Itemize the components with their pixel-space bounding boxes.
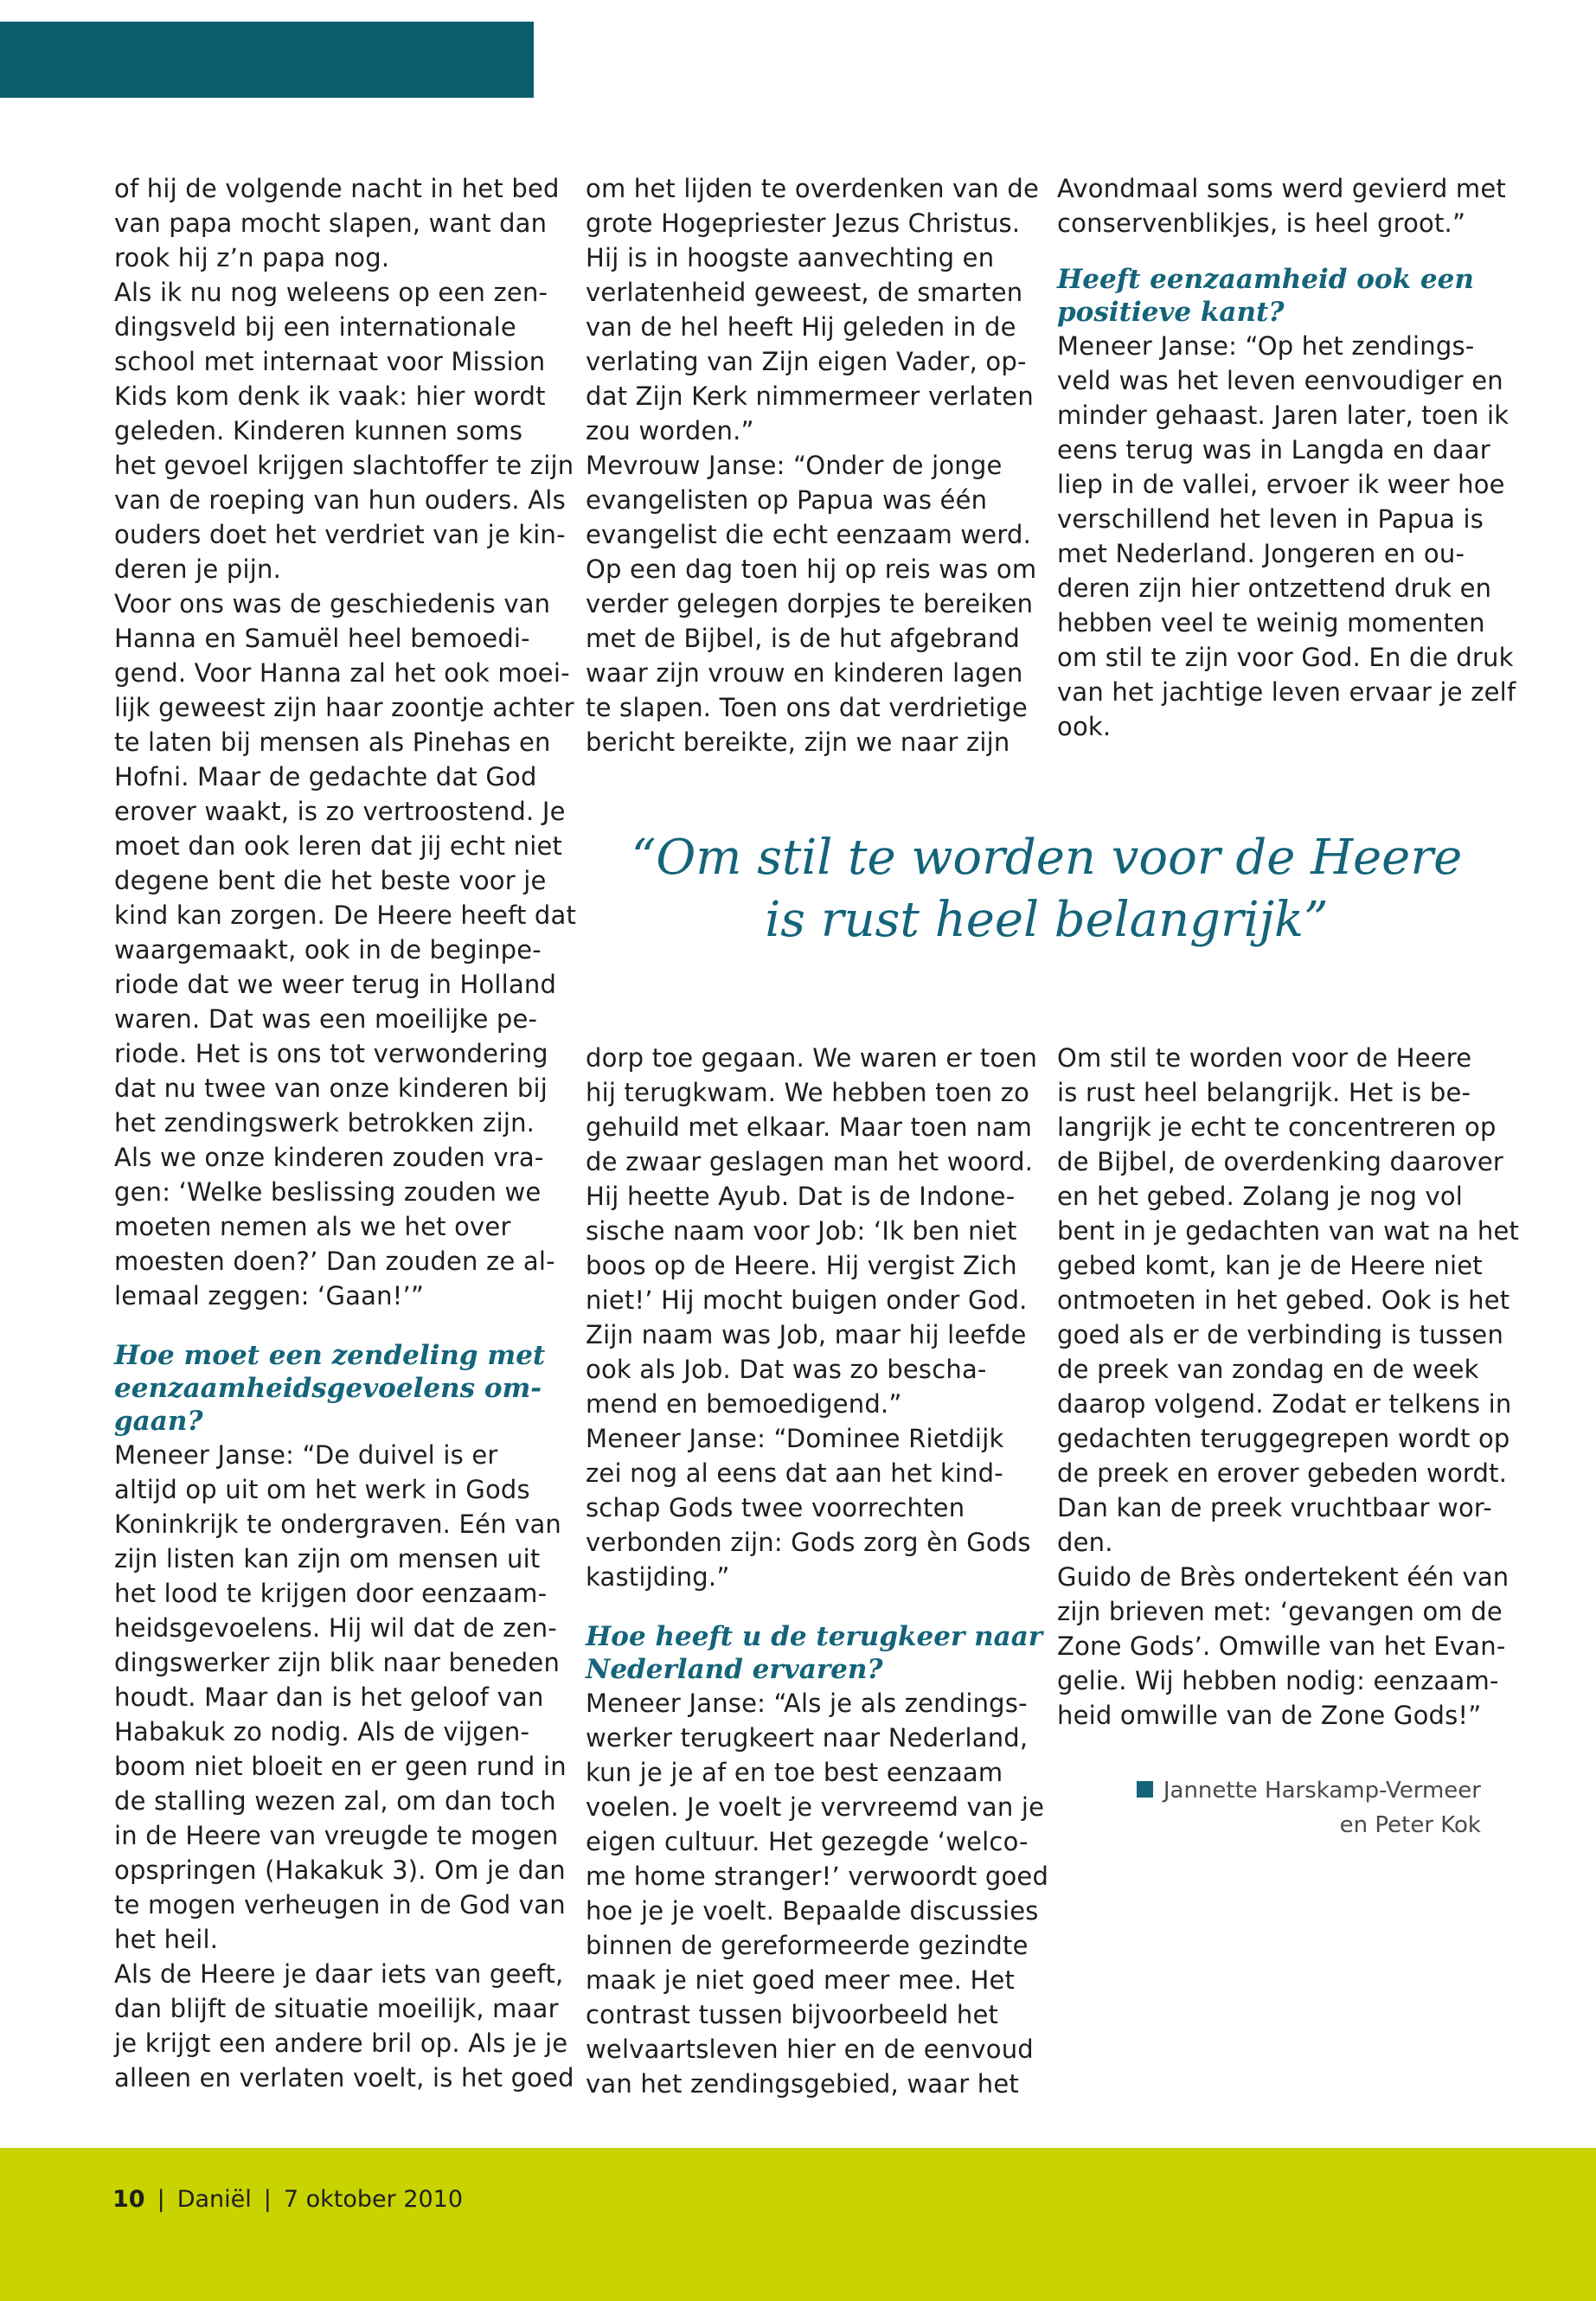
text-line: verlating van Zijn eigen Vader, op- bbox=[586, 347, 1027, 376]
text-line: Hij heette Ayub. Dat is de Indone- bbox=[586, 1182, 1016, 1211]
text-line: boos op de Heere. Hij vergist Zich bbox=[586, 1251, 1017, 1280]
text-line: liep in de vallei, ervoer ik weer hoe bbox=[1057, 470, 1505, 499]
article-column-1 bbox=[114, 171, 581, 2095]
text-line: deren zijn hier ontzettend druk en bbox=[1057, 574, 1492, 603]
text-line: de zwaar geslagen man het woord. bbox=[586, 1147, 1034, 1176]
author-line-1: Jannette Harskamp-Vermeer bbox=[1057, 1773, 1481, 1808]
author-square-icon bbox=[1137, 1781, 1153, 1798]
text-line: de stalling wezen zal, om dan toch bbox=[114, 1786, 556, 1816]
text-line: den. bbox=[1057, 1528, 1113, 1557]
text-line: gelie. Wij hebben nodig: eenzaam- bbox=[1057, 1666, 1499, 1695]
text-line: riode. Het is ons tot verwondering bbox=[114, 1039, 548, 1068]
text-line: Zone Gods’. Omwille van het Evan- bbox=[1057, 1631, 1506, 1661]
heading-line: Hoe heeft u de terugkeer naar bbox=[586, 1621, 1043, 1652]
text-line: Hanna en Samuël heel bemoedi- bbox=[114, 624, 530, 653]
text-line: verbonden zijn: Gods zorg èn Gods bbox=[586, 1528, 1031, 1557]
text-line: kastijding.” bbox=[586, 1562, 730, 1592]
text-line: ook. bbox=[1057, 712, 1112, 741]
text-line: eens terug was in Langda en daar bbox=[1057, 435, 1490, 465]
heading-line: Hoe moet een zendeling met bbox=[114, 1340, 546, 1371]
text-line: deren je pijn. bbox=[114, 554, 282, 584]
text-line: eigen cultuur. Het gezegde ‘welco- bbox=[586, 1827, 1029, 1856]
text-line: Als de Heere je daar iets van geeft, bbox=[114, 1959, 564, 1989]
text-line: het heil. bbox=[114, 1925, 219, 1954]
text-line: is rust heel belangrijk. Het is be- bbox=[1057, 1078, 1471, 1107]
text-line: Mevrouw Janse: “Onder de jonge bbox=[586, 451, 1003, 480]
column-1-body-after-heading bbox=[114, 1438, 581, 2095]
subheading-terugkeer-nederland bbox=[586, 1620, 1053, 1686]
text-line: waar zijn vrouw en kinderen lagen bbox=[586, 658, 1023, 688]
text-line: de preek van zondag en de week bbox=[1057, 1355, 1479, 1384]
text-line: dingswerker zijn blik naar beneden bbox=[114, 1648, 561, 1677]
text-line: sische naam voor Job: ‘Ik ben niet bbox=[586, 1216, 1017, 1246]
text-line: dingsveld bij een internationale bbox=[114, 312, 516, 342]
text-line: Avondmaal soms werd gevierd met bbox=[1057, 174, 1506, 203]
subheading-zendeling-eenzaamheid bbox=[114, 1339, 581, 1438]
text-line: binnen de gereformeerde gezindte bbox=[586, 1931, 1029, 1960]
text-line: dan blijft de situatie moeilijk, maar bbox=[114, 1994, 559, 2023]
text-line: erover waakt, is zo vertroostend. Je bbox=[114, 797, 566, 826]
text-line: heidsgevoelens. Hij wil dat de zen- bbox=[114, 1613, 557, 1643]
text-line: moesten doen?’ Dan zouden ze al- bbox=[114, 1247, 555, 1276]
text-line: Meneer Janse: “Op het zendings- bbox=[1057, 331, 1475, 361]
text-line: Meneer Janse: “Als je als zendings- bbox=[586, 1689, 1028, 1718]
text-line: Habakuk zo nodig. Als de vijgen- bbox=[114, 1717, 530, 1747]
text-line: gedachten teruggegrepen wordt op bbox=[1057, 1424, 1510, 1453]
text-line: Om stil te worden voor de Heere bbox=[1057, 1043, 1472, 1073]
text-line: goed als er de verbinding is tussen bbox=[1057, 1320, 1504, 1349]
text-line: verlatenheid geweest, de smarten bbox=[586, 278, 1023, 307]
text-line: voelen. Je voelt je vervreemd van je bbox=[586, 1792, 1045, 1822]
text-line: om het lijden te overdenken van de bbox=[586, 174, 1040, 203]
text-line: de Bijbel, de overdenking daarover bbox=[1057, 1147, 1504, 1176]
text-line: altijd op uit om het werk in Gods bbox=[114, 1475, 530, 1504]
column-1-body bbox=[114, 171, 581, 1313]
text-line: degene bent die het beste voor je bbox=[114, 866, 547, 895]
text-line: zijn listen kan zijn om mensen uit bbox=[114, 1544, 541, 1574]
heading-line: eenzaamheidsgevoelens om- bbox=[114, 1373, 542, 1404]
text-line: Hofni. Maar de gedachte dat God bbox=[114, 762, 537, 792]
author-line-2: en Peter Kok bbox=[1339, 1812, 1481, 1838]
text-line: minder gehaast. Jaren later, toen ik bbox=[1057, 401, 1509, 430]
text-line: schap Gods twee voorrechten bbox=[586, 1493, 965, 1522]
heading-line: positieve kant? bbox=[1057, 297, 1285, 328]
column-4-body bbox=[586, 1041, 1053, 1594]
text-line: evangelist die echt eenzaam werd. bbox=[586, 520, 1031, 549]
text-line: om stil te zijn voor God. En die druk bbox=[1057, 643, 1514, 672]
text-line: te laten bij mensen als Pinehas en bbox=[114, 727, 551, 757]
text-line: en het gebed. Zolang je nog vol bbox=[1057, 1182, 1464, 1211]
text-line: de preek en erover gebeden wordt. bbox=[1057, 1458, 1508, 1488]
text-line: het gevoel krijgen slachtoffer te zijn bbox=[114, 451, 574, 480]
text-line: Als ik nu nog weleens op een zen- bbox=[114, 278, 548, 307]
text-line: lemaal zeggen: ‘Gaan!’” bbox=[114, 1281, 425, 1311]
text-line: hoe je je voelt. Bepaalde discussies bbox=[586, 1896, 1039, 1926]
publication-name: Daniël bbox=[176, 2186, 252, 2213]
pull-quote-line: “Om stil te worden voor de Heere bbox=[631, 830, 1463, 886]
article-column-4 bbox=[586, 1041, 1053, 2101]
text-line: waargemaakt, ook in de beginpe- bbox=[114, 935, 542, 965]
text-line: dat Zijn Kerk nimmermeer verlaten bbox=[586, 381, 1034, 411]
text-line: moet dan ook leren dat jij echt niet bbox=[114, 831, 563, 861]
text-line: kind kan zorgen. De Heere heeft dat bbox=[114, 901, 577, 930]
text-line: Guido de Brès ondertekent één van bbox=[1057, 1562, 1509, 1592]
text-line: werker terugkeert naar Nederland, bbox=[586, 1723, 1029, 1753]
text-line: bent in je gedachten van wat na het bbox=[1057, 1216, 1520, 1246]
page-number: 10 bbox=[112, 2186, 145, 2213]
text-line: me home stranger!’ verwoordt goed bbox=[586, 1862, 1049, 1891]
text-line: ontmoeten in het gebed. Ook is het bbox=[1057, 1285, 1510, 1315]
text-line: moeten nemen als we het over bbox=[114, 1212, 511, 1241]
author-credit bbox=[1057, 1773, 1481, 1843]
subheading-positieve-kant bbox=[1057, 263, 1524, 329]
text-line: Dan kan de preek vruchtbaar wor- bbox=[1057, 1493, 1492, 1522]
text-line: rook hij z’n papa nog. bbox=[114, 243, 390, 272]
article-column-3 bbox=[1057, 171, 1524, 744]
text-line: van de roeping van hun ouders. Als bbox=[114, 485, 566, 515]
text-line: heid omwille van de Zone Gods!” bbox=[1057, 1701, 1482, 1730]
text-line: school met internaat voor Mission bbox=[114, 347, 546, 376]
text-line: verschillend het leven in Papua is bbox=[1057, 504, 1484, 534]
text-line: dat nu twee van onze kinderen bij bbox=[114, 1074, 548, 1103]
text-line: conservenblikjes, is heel groot.” bbox=[1057, 208, 1466, 238]
column-5-body bbox=[1057, 1041, 1524, 1733]
text-line: het zendingswerk betrokken zijn. bbox=[114, 1108, 535, 1138]
text-line: met de Bijbel, is de hut afgebrand bbox=[586, 624, 1021, 653]
text-line: hij terugkwam. We hebben toen zo bbox=[586, 1078, 1030, 1107]
heading-line: Nederland ervaren? bbox=[586, 1654, 883, 1685]
text-line: zou worden.” bbox=[586, 416, 754, 445]
text-line: verder gelegen dorpjes te bereiken bbox=[586, 589, 1034, 619]
pull-quote bbox=[571, 827, 1522, 952]
text-line: riode dat we weer terug in Holland bbox=[114, 970, 557, 999]
heading-line: Heeft eenzaamheid ook een bbox=[1057, 264, 1474, 295]
text-line: dorp toe gegaan. We waren er toen bbox=[586, 1043, 1038, 1073]
text-line: met Nederland. Jongeren en ou- bbox=[1057, 539, 1465, 568]
text-line: gebed komt, kan je de Heere niet bbox=[1057, 1251, 1483, 1280]
text-line: te mogen verheugen in de God van bbox=[114, 1890, 566, 1920]
text-line: Meneer Janse: “Dominee Rietdijk bbox=[586, 1424, 1004, 1453]
footer-bar bbox=[0, 2148, 1596, 2301]
text-line: van de hel heeft Hij geleden in de bbox=[586, 312, 1016, 342]
text-line: Hij is in hoogste aanvechting en bbox=[586, 243, 995, 272]
text-line: Koninkrijk te ondergraven. Eén van bbox=[114, 1509, 561, 1539]
footer-text bbox=[112, 2186, 463, 2213]
text-line: te slapen. Toen ons dat verdrietige bbox=[586, 693, 1028, 722]
column-2-body bbox=[586, 171, 1053, 760]
text-line: Op een dag toen hij op reis was om bbox=[586, 554, 1037, 584]
text-line: Voor ons was de geschiedenis van bbox=[114, 589, 551, 619]
text-line: niet!’ Hij mocht buigen onder God. bbox=[586, 1285, 1028, 1315]
text-line: je krijgt een andere bril op. Als je je bbox=[114, 2029, 568, 2058]
text-line: Meneer Janse: “De duivel is er bbox=[114, 1440, 498, 1470]
text-line: grote Hogepriester Jezus Christus. bbox=[586, 208, 1021, 238]
article-column-5 bbox=[1057, 1041, 1524, 1733]
text-line: Zijn naam was Job, maar hij leefde bbox=[586, 1320, 1027, 1349]
text-line: in de Heere van vreugde te mogen bbox=[114, 1821, 559, 1850]
text-line: veld was het leven eenvoudiger en bbox=[1057, 366, 1503, 395]
text-line: of hij de volgende nacht in het bed bbox=[114, 174, 560, 203]
text-line: gend. Voor Hanna zal het ook moei- bbox=[114, 658, 570, 688]
text-line: welvaartsleven hier en de eenvoud bbox=[586, 2035, 1034, 2064]
text-line: van papa mocht slapen, want dan bbox=[114, 208, 548, 238]
text-line: gen: ‘Welke beslissing zouden we bbox=[114, 1177, 542, 1207]
text-line: zijn brieven met: ‘gevangen om de bbox=[1057, 1597, 1503, 1626]
publication-date: 7 oktober 2010 bbox=[283, 2186, 464, 2213]
text-line: bericht bereikte, zijn we naar zijn bbox=[586, 727, 1010, 757]
text-line: zei nog al eens dat aan het kind- bbox=[586, 1458, 1003, 1488]
text-line: evangelisten op Papua was één bbox=[586, 485, 988, 515]
text-line: houdt. Maar dan is het geloof van bbox=[114, 1682, 544, 1712]
text-line: ouders doet het verdriet van je kin- bbox=[114, 520, 566, 549]
text-line: opspringen (Hakakuk 3). Om je dan bbox=[114, 1856, 566, 1885]
text-line: mend en bemoedigend.” bbox=[586, 1389, 902, 1419]
text-line: langrijk je echt te concentreren op bbox=[1057, 1112, 1497, 1142]
text-line: alleen en verlaten voelt, is het goed bbox=[114, 2063, 574, 2093]
footer-separator: | bbox=[157, 2186, 165, 2213]
text-line: ook als Job. Dat was zo bescha- bbox=[586, 1355, 987, 1384]
header-color-bar bbox=[0, 22, 534, 98]
text-line: daarop volgend. Zodat er telkens in bbox=[1057, 1389, 1512, 1419]
column-3-body bbox=[1057, 171, 1524, 240]
footer-separator: | bbox=[263, 2186, 272, 2213]
article-column-2 bbox=[586, 171, 1053, 760]
text-line: contrast tussen bijvoorbeeld het bbox=[586, 2000, 999, 2029]
text-line: maak je niet goed meer mee. Het bbox=[586, 1965, 1016, 1995]
text-line: Kids kom denk ik vaak: hier wordt bbox=[114, 381, 546, 411]
text-line: gehuild met elkaar. Maar toen nam bbox=[586, 1112, 1033, 1142]
text-line: boom niet bloeit en er geen rund in bbox=[114, 1752, 567, 1781]
text-line: waren. Dat was een moeilijke pe- bbox=[114, 1004, 538, 1034]
text-line: lijk geweest zijn haar zoontje achter bbox=[114, 693, 574, 722]
column-3-body-after-heading bbox=[1057, 329, 1524, 744]
text-line: geleden. Kinderen kunnen soms bbox=[114, 416, 523, 445]
text-line: van het jachtige leven ervaar je zelf bbox=[1057, 677, 1516, 707]
heading-line: gaan? bbox=[114, 1406, 203, 1437]
text-line: Als we onze kinderen zouden vra- bbox=[114, 1143, 544, 1172]
text-line: van het zendingsgebied, waar het bbox=[586, 2069, 1019, 2099]
pull-quote-line: is rust heel belangrijk” bbox=[765, 892, 1329, 948]
text-line: het lood te krijgen door eenzaam- bbox=[114, 1579, 548, 1608]
text-line: kun je je af en toe best eenzaam bbox=[586, 1758, 1003, 1787]
text-line: hebben veel te weinig momenten bbox=[1057, 608, 1485, 638]
column-4-body-after-heading bbox=[586, 1686, 1053, 2101]
